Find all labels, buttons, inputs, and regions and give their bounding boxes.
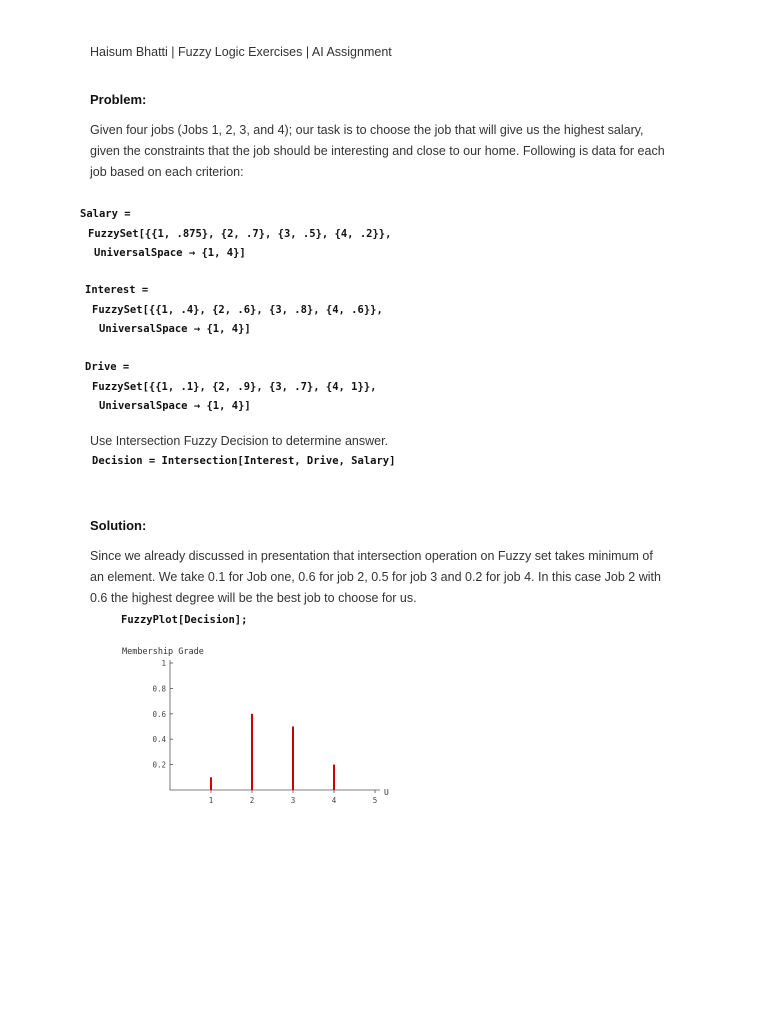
salary-var: Salary = xyxy=(80,208,131,220)
interest-universe: UniversalSpace → {1, 4}] xyxy=(99,323,251,335)
solution-line: 0.6 the highest degree will be the best job to choose for us. xyxy=(90,591,417,605)
x-tick-label: 3 xyxy=(290,796,296,805)
y-tick-label: 0.2 xyxy=(152,760,166,770)
interest-var: Interest = xyxy=(85,284,149,296)
salary-fuzzyset: FuzzySet[{{1, .875}, {2, .7}, {3, .5}, {4, .2}}, xyxy=(88,228,392,240)
x-axis-label: U xyxy=(384,788,389,797)
solution-line: an element. We take 0.1 for Job one, 0.6 for job 2, 0.5 for job 3 and 0.2 for job 4. In this case Job 2 with xyxy=(90,570,661,584)
problem-paragraph xyxy=(90,120,665,183)
y-axis-label: Membership Grade xyxy=(122,647,204,657)
drive-fuzzyset: FuzzySet[{{1, .1}, {2, .9}, {3, .7}, {4, 1}}, xyxy=(92,381,377,393)
solution-heading: Solution: xyxy=(90,518,147,533)
membership-chart xyxy=(110,640,410,820)
fuzzyplot-code: FuzzyPlot[Decision]; xyxy=(121,614,248,626)
y-tick-label: 0.6 xyxy=(152,709,166,719)
solution-line: Since we already discussed in presentation that intersection operation on Fuzzy set takes minimum of xyxy=(90,549,653,563)
y-tick-label: 1 xyxy=(161,659,166,668)
page-header: Haisum Bhatti | Fuzzy Logic Exercises | AI Assignment xyxy=(90,45,392,59)
problem-line: job based on each criterion: xyxy=(90,165,244,179)
decision-code: Decision = Intersection[Interest, Drive, Salary] xyxy=(92,455,396,467)
use-intersection-text: Use Intersection Fuzzy Decision to determine answer. xyxy=(90,434,389,448)
problem-heading: Problem: xyxy=(90,92,147,107)
x-tick-label: 1 xyxy=(208,796,214,805)
x-tick-label: 5 xyxy=(372,796,378,805)
salary-universe: UniversalSpace → {1, 4}] xyxy=(94,247,246,259)
y-tick-label: 0.8 xyxy=(152,684,166,694)
drive-universe: UniversalSpace → {1, 4}] xyxy=(99,400,251,412)
problem-line: Given four jobs (Jobs 1, 2, 3, and 4); our task is to choose the job that will give us the highest salary, xyxy=(90,123,644,137)
drive-var: Drive = xyxy=(85,361,130,373)
interest-fuzzyset: FuzzySet[{{1, .4}, {2, .6}, {3, .8}, {4, .6}}, xyxy=(92,304,383,316)
problem-line: given the constraints that the job should be interesting and close to our home. Following is data for each xyxy=(90,144,665,158)
y-tick-label: 0.4 xyxy=(152,735,166,745)
x-tick-label: 4 xyxy=(331,796,337,805)
x-tick-label: 2 xyxy=(249,796,255,805)
solution-paragraph xyxy=(90,546,661,609)
